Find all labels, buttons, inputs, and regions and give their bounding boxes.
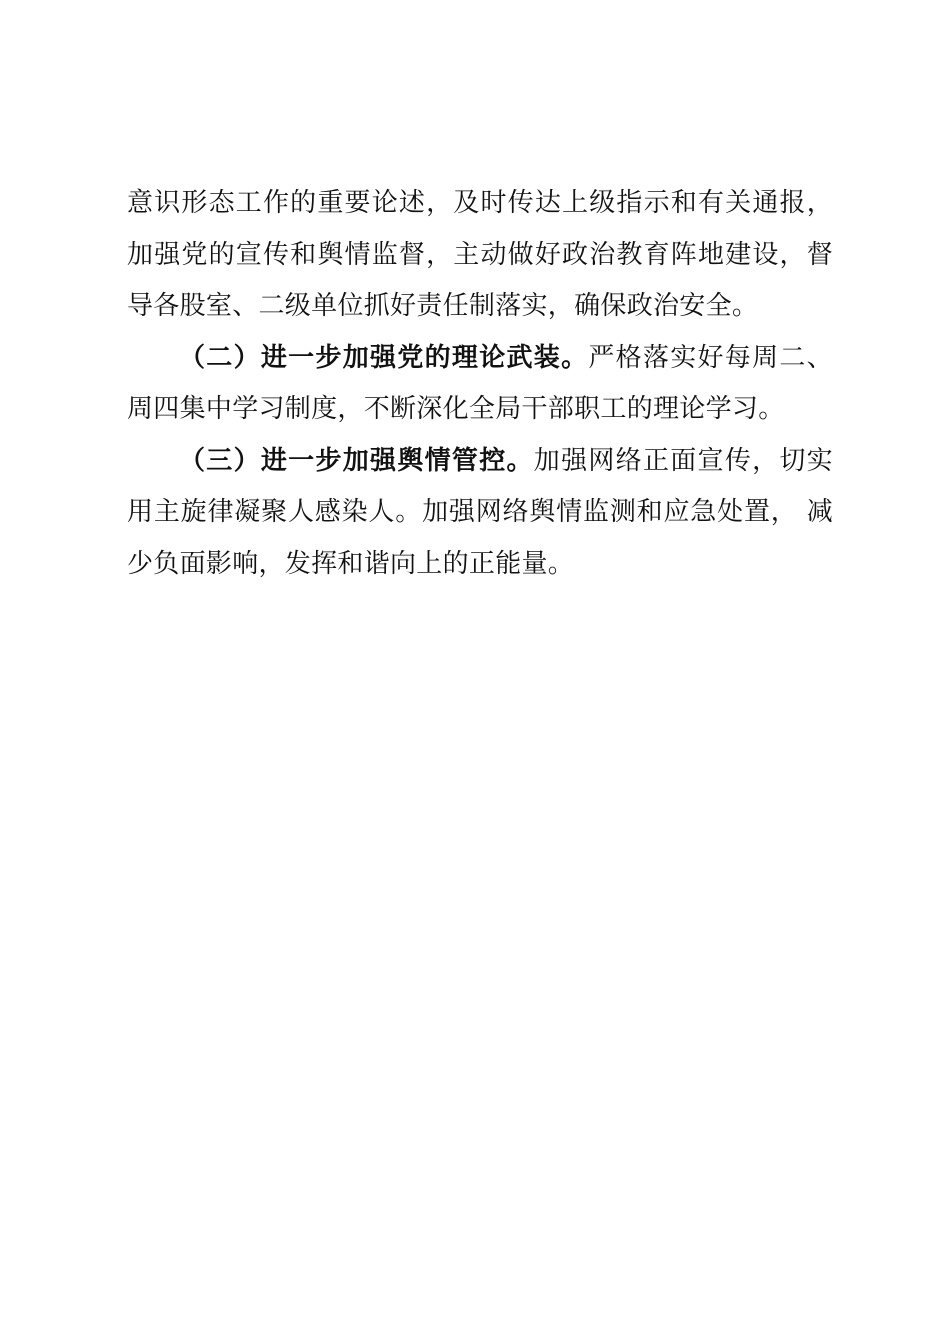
paragraph-text: 意识形态工作的重要论述，及时传达上级指示和有关通报， 加强党的宣传和舆情监督，主动做好政治教育阵地建设，督导各股室、二级单位抓好责任制落实，确保政治安全。	[127, 188, 833, 321]
document-body	[127, 178, 833, 590]
paragraph-theory-study	[127, 333, 833, 436]
paragraph-text: 加强网络正面宣传，切实用主旋律凝聚人感染人。加强网络舆情监测和应急处置， 减少负面影响，发挥和谐向上的正能量。	[127, 445, 833, 579]
paragraph-continuation	[127, 178, 833, 333]
section-heading: （二）进一步加强党的理论武装。	[179, 342, 589, 373]
paragraph-opinion-control	[127, 436, 833, 591]
paragraph-text: 严格落实好每周二、周四集中学习制度，不断深化全局干部职工的理论学习。	[127, 342, 833, 424]
section-heading: （三）进一步加强舆情管控。	[179, 445, 534, 476]
